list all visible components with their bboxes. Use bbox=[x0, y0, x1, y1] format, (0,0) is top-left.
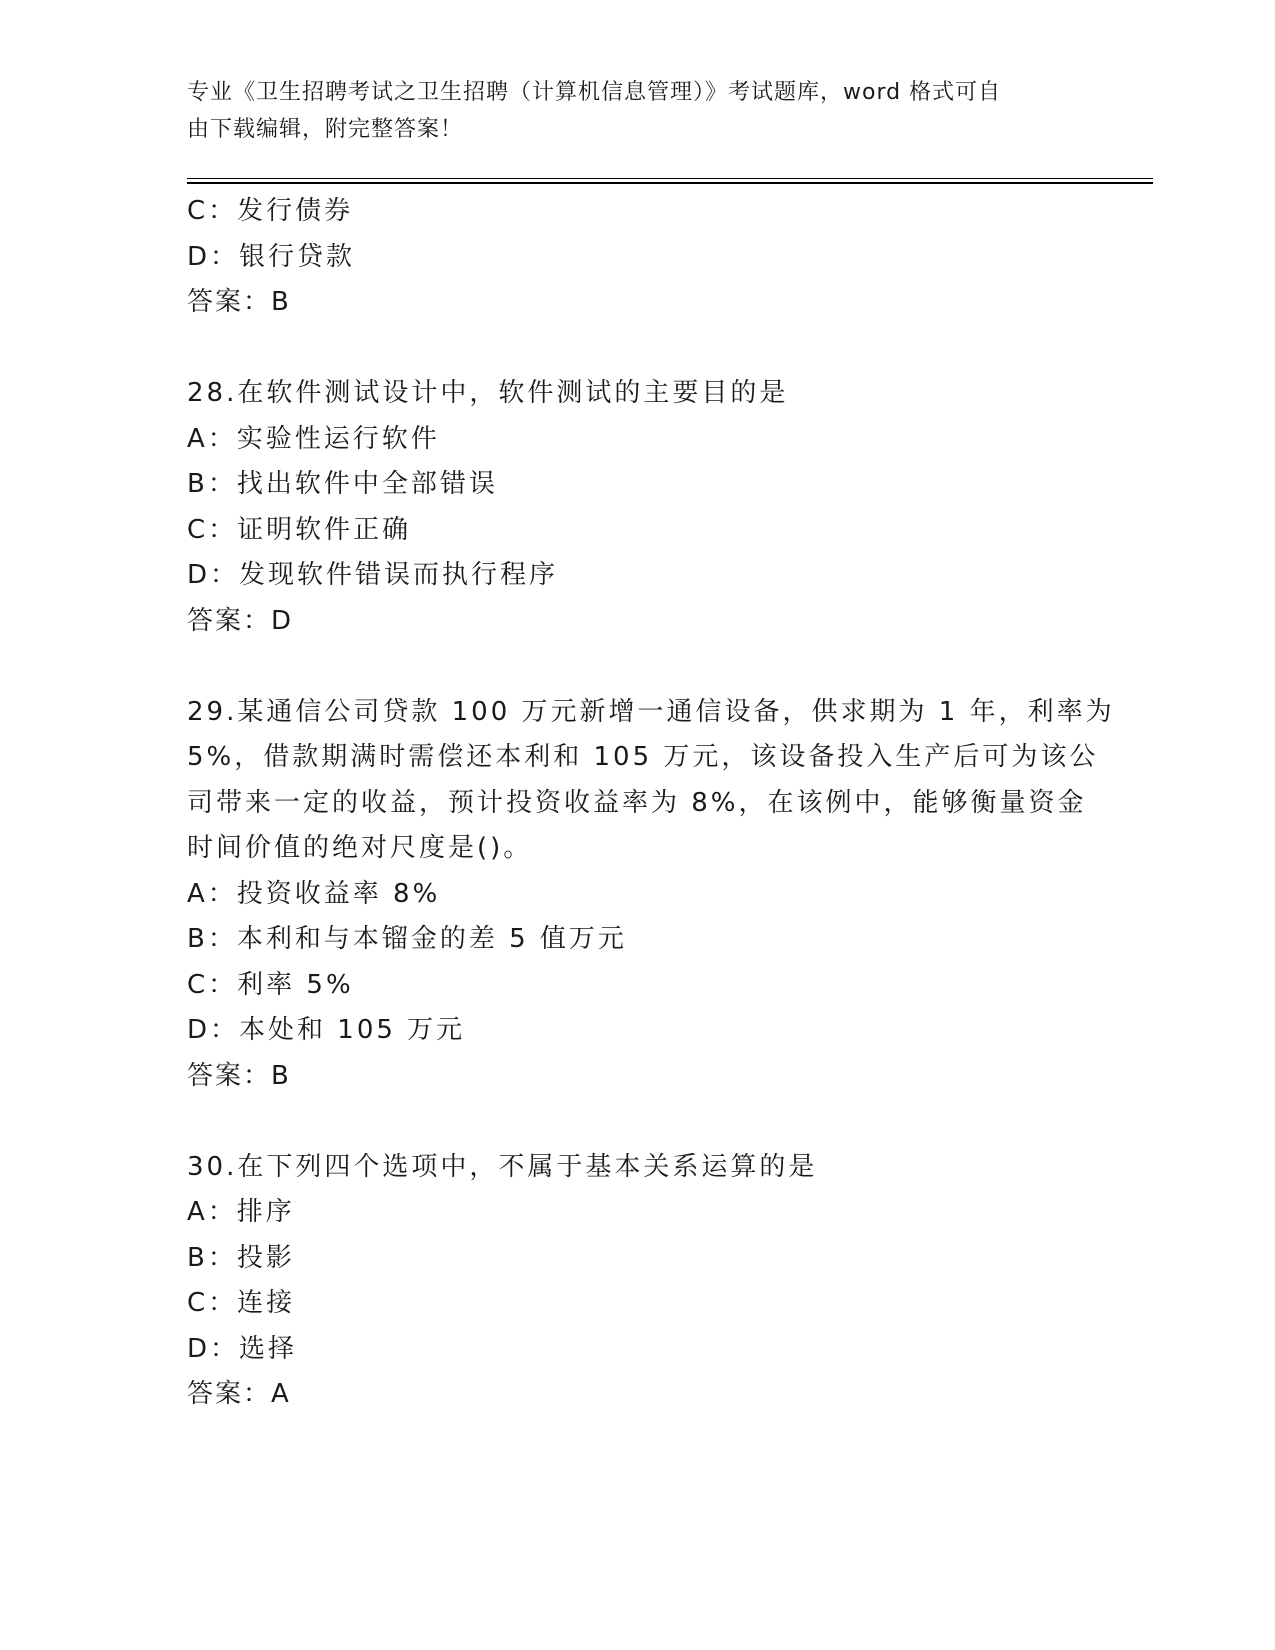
question-27-continued bbox=[187, 189, 1067, 326]
question-29 bbox=[187, 690, 1115, 1100]
header-divider-thin bbox=[187, 178, 1153, 179]
option-b: B：投影 bbox=[187, 1242, 295, 1273]
document-header bbox=[187, 74, 1067, 148]
option-a: A：投资收益率 8% bbox=[187, 878, 441, 909]
option-d: D：发现软件错误而执行程序 bbox=[187, 560, 559, 590]
question-stem: 30.在下列四个选项中，不属于基本关系运算的是 bbox=[187, 1151, 818, 1182]
option-c: C：连接 bbox=[187, 1288, 296, 1318]
option-d: D：选择 bbox=[187, 1333, 298, 1364]
option-c: C：利率 5% bbox=[187, 969, 354, 1000]
question-list bbox=[187, 189, 1115, 1418]
option-a: A：实验性运行软件 bbox=[187, 423, 440, 454]
question-stem-line-1: 29.某通信公司贷款 100 万元新增一通信设备，供求期为 1 年，利率为 bbox=[187, 696, 1115, 727]
header-line-1: 专业《卫生招聘考试之卫生招聘（计算机信息管理）》考试题库，word 格式可自 bbox=[187, 80, 1002, 105]
question-30 bbox=[187, 1145, 1067, 1418]
question-stem-line-2: 5%，借款期满时需偿还本利和 105 万元，该设备投入生产后可为该公 bbox=[187, 742, 1099, 772]
option-b: B：找出软件中全部错误 bbox=[187, 469, 498, 499]
question-stem-line-3: 司带来一定的收益，预计投资收益率为 8%，在该例中，能够衡量资金 bbox=[187, 787, 1087, 818]
header-divider-thick bbox=[187, 182, 1153, 184]
option-c: C：发行债券 bbox=[187, 196, 354, 226]
question-28 bbox=[187, 371, 1067, 644]
question-spacer bbox=[187, 644, 1067, 690]
answer-line: 答案：D bbox=[187, 605, 294, 636]
answer-line: 答案：B bbox=[187, 1060, 291, 1091]
option-c: C：证明软件正确 bbox=[187, 514, 412, 545]
question-stem-line-4: 时间价值的绝对尺度是()。 bbox=[187, 833, 533, 863]
question-stem: 28.在软件测试设计中，软件测试的主要目的是 bbox=[187, 378, 789, 408]
answer-line: 答案：A bbox=[187, 1379, 291, 1409]
option-d: D：本处和 105 万元 bbox=[187, 1015, 466, 1045]
option-b: B：本利和与本镏金的差 5 值万元 bbox=[187, 924, 627, 954]
question-spacer bbox=[187, 1099, 1067, 1145]
option-a: A：排序 bbox=[187, 1197, 295, 1227]
header-line-2: 由下载编辑，附完整答案！ bbox=[187, 117, 464, 142]
option-d: D：银行贷款 bbox=[187, 241, 356, 272]
question-spacer bbox=[187, 326, 1067, 372]
answer-line: 答案：B bbox=[187, 287, 291, 317]
